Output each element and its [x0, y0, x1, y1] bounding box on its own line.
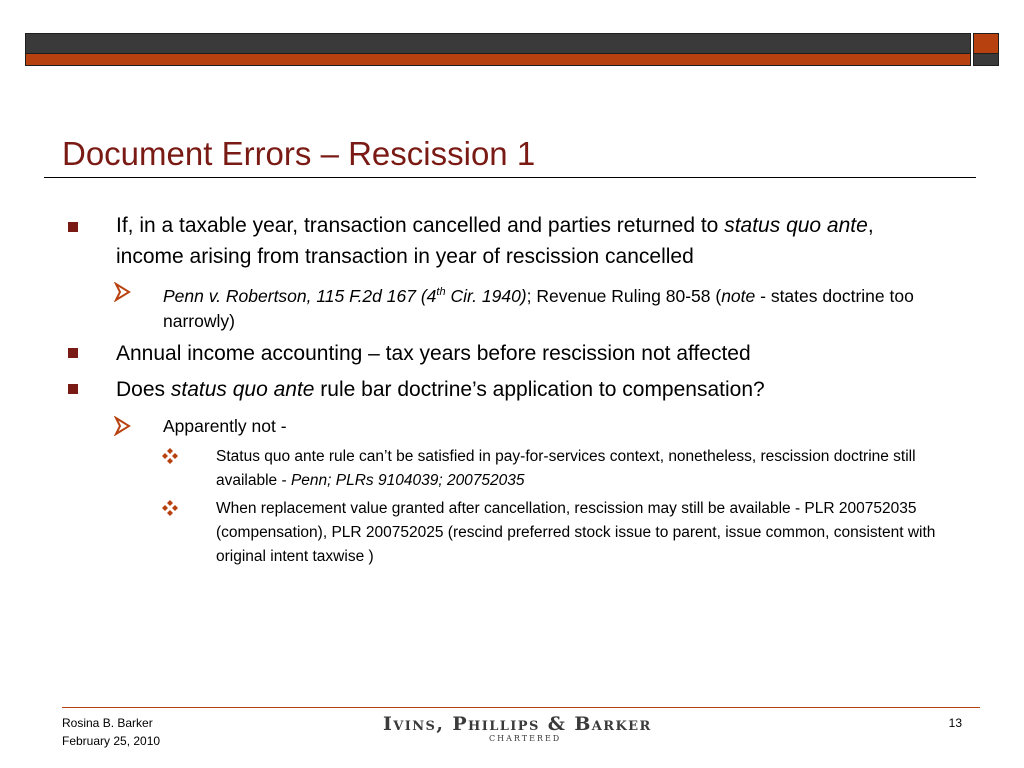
sub-bullet-apparently-not: Apparently not -	[163, 416, 287, 436]
sub-sub-bullet-replacement-value: When replacement value granted after cancellation, rescission may still be available - PLR 200752035 (compensation), PLR 200752025 (rescind preferred stock issue to parent, issue common, consistent with original intent taxwise )	[216, 500, 936, 565]
arrowhead-bullet-icon	[114, 282, 132, 302]
four-diamond-bullet-icon	[162, 500, 178, 516]
sub-sub-bullet-pay-for-services: Status quo ante rule can’t be satisfied in pay-for-services context, nonetheless, rescission doctrine still available - Penn; PLRs 9104039; 200752035	[216, 448, 916, 489]
footer-date: February 25, 2010	[62, 734, 161, 748]
sub-bullet-case-citation: Penn v. Robertson, 115 F.2d 167 (4th Cir. 1940); Revenue Ruling 80-58 (note - states doctrine too narrowly)	[163, 285, 914, 331]
header-corner-square-accent	[973, 33, 999, 54]
four-diamond-bullet-icon	[162, 448, 178, 464]
bullet-rescission-rule: If, in a taxable year, transaction cancelled and parties returned to status quo ante, income arising from transaction in year of rescission cancelled	[116, 214, 874, 268]
square-bullet-icon	[68, 222, 78, 232]
header-corner-square-dark	[973, 54, 999, 66]
header-banner-dark	[25, 33, 971, 54]
bullet-annual-accounting: Annual income accounting – tax years before rescission not affected	[116, 342, 751, 365]
page-number: 13	[948, 716, 962, 730]
firm-logo-subtext: CHARTERED	[489, 734, 562, 743]
square-bullet-icon	[68, 384, 78, 394]
title-divider	[44, 177, 976, 178]
square-bullet-icon	[68, 348, 78, 358]
arrowhead-bullet-icon	[114, 416, 132, 436]
header-banner-accent	[25, 54, 971, 66]
slide-title: Document Errors – Rescission 1	[62, 135, 536, 172]
bullet-compensation-question: Does status quo ante rule bar doctrine’s application to compensation?	[116, 378, 765, 401]
firm-logo	[383, 713, 663, 743]
footer-divider	[62, 707, 980, 708]
firm-logo-name: Ivins, Phillips & Barker	[383, 713, 652, 735]
footer-author: Rosina B. Barker	[62, 716, 153, 730]
